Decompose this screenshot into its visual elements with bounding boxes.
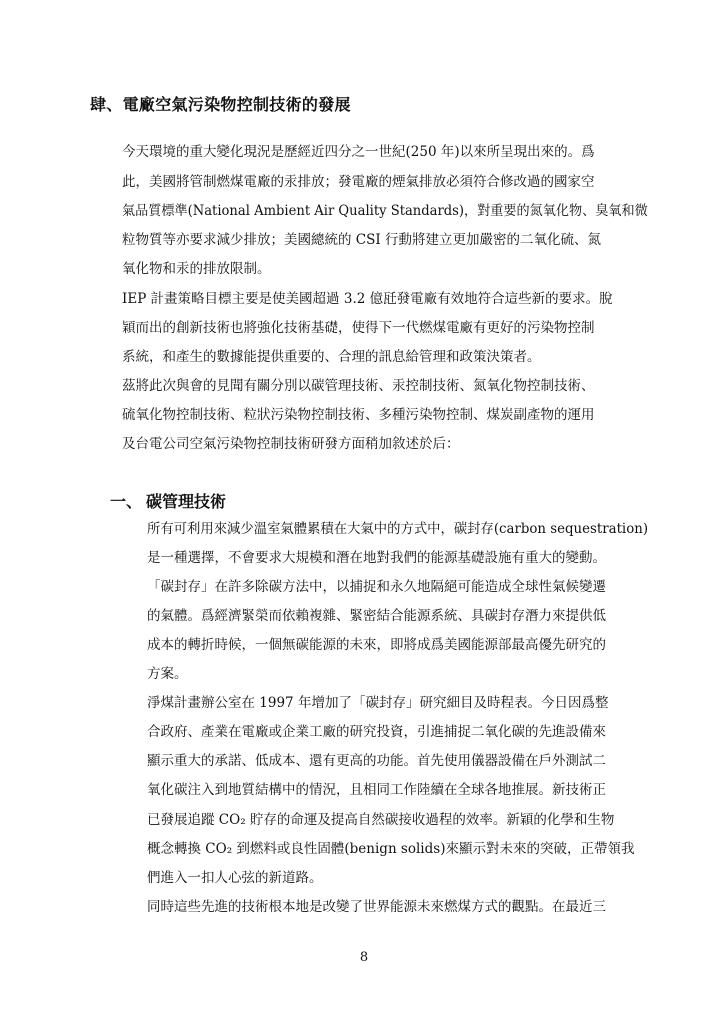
text-line: IEP 計畫策略目標主要是使美國超過 3.2 億瓩發電廠有效地符合這些新的要求。脫: [122, 291, 613, 307]
text-line: 方案。: [147, 666, 188, 682]
text-line: 硫氧化物控制技術、粒狀污染物控制技術、多種污染物控制、煤炭副產物的運用: [122, 407, 595, 423]
text-line: 系統，和產生的數據能提供重要的、合理的訊息給管理和政策決策者。: [122, 349, 541, 365]
text-line: 茲將此次與會的見聞有關分別以碳管理技術、汞控制技術、氮氧化物控制技術、: [122, 378, 595, 394]
text-line: 氧化物和汞的排放限制。: [122, 261, 271, 277]
text-line: 粒物質等亦要求減少排放；美國總統的 CSI 行動將建立更加嚴密的二氧化硫、氮: [122, 232, 601, 248]
text-line: 概念轉換 CO₂ 到燃料或良性固體(benign solids)來顯示對未來的突破，正帶領我: [147, 841, 635, 857]
text-line: 氣品質標準(National Ambient Air Quality Standards)，對重要的氮氧化物、臭氧和微: [122, 203, 648, 219]
text-line: 成本的轉折時候，一個無碳能源的未來，即將成爲美國能源部最高優先研究的: [147, 637, 606, 653]
text-line: 合政府、產業在電廠或企業工廠的研究投資，引進捕捉二氧化碳的先進設備來: [147, 724, 606, 740]
section-number: 一、: [110, 492, 143, 511]
text-line: 「碳封存」在許多除碳方法中，以捕捉和永久地隔絕可能造成全球性氣候變遷: [147, 579, 606, 595]
text-line: 的氣體。爲經濟緊榮而依賴複雜、緊密結合能源系統、具碳封存潛力來提供低: [147, 608, 606, 624]
text-line: 所有可利用來減少溫室氣體累積在大氣中的方式中，碳封存(carbon sequestration): [147, 521, 649, 537]
page-number: 8: [359, 950, 369, 965]
text-line: 淨煤計畫辦公室在 1997 年增加了「碳封存」研究細目及時程表。今日因爲整: [147, 695, 609, 711]
text-line: 此，美國將管制燃煤電廠的汞排放；發電廠的煙氣排放必須符合修改過的國家空: [122, 174, 595, 190]
text-line: 穎而出的創新技術也將強化技術基礎，使得下一代燃煤電廠有更好的污染物控制: [122, 320, 595, 336]
text-line: 及台電公司空氣污染物控制技術研發方面稍加敘述於后：: [122, 436, 460, 452]
text-line: 們進入一扣人心弦的新道路。: [147, 870, 323, 886]
section-title: 碳管理技術: [146, 492, 227, 511]
text-line: 是一種選擇，不會要求大規模和潛在地對我們的能源基礎設施有重大的變動。: [147, 550, 606, 566]
text-line: 同時這些先進的技術根本地是改變了世界能源未來燃煤方式的觀點。在最近三: [147, 899, 606, 915]
text-line: 顯示重大的承諾、低成本、還有更高的功能。首先使用儀器設備在戶外測試二: [147, 753, 606, 769]
text-line: 今天環境的重大變化現況是歷經近四分之一世紀(250 年)以來所呈現出來的。爲: [122, 144, 595, 160]
chapter-heading: 肆、電廠空氣污染物控制技術的發展: [90, 95, 351, 114]
text-line: 氧化碳注入到地質結構中的情況，且相同工作陸續在全球各地推展。新技術正: [147, 782, 606, 798]
text-line: 已發展追蹤 CO₂ 貯存的命運及提高自然碳接收過程的效率。新穎的化學和生物: [147, 812, 615, 828]
section-heading: [110, 489, 226, 512]
